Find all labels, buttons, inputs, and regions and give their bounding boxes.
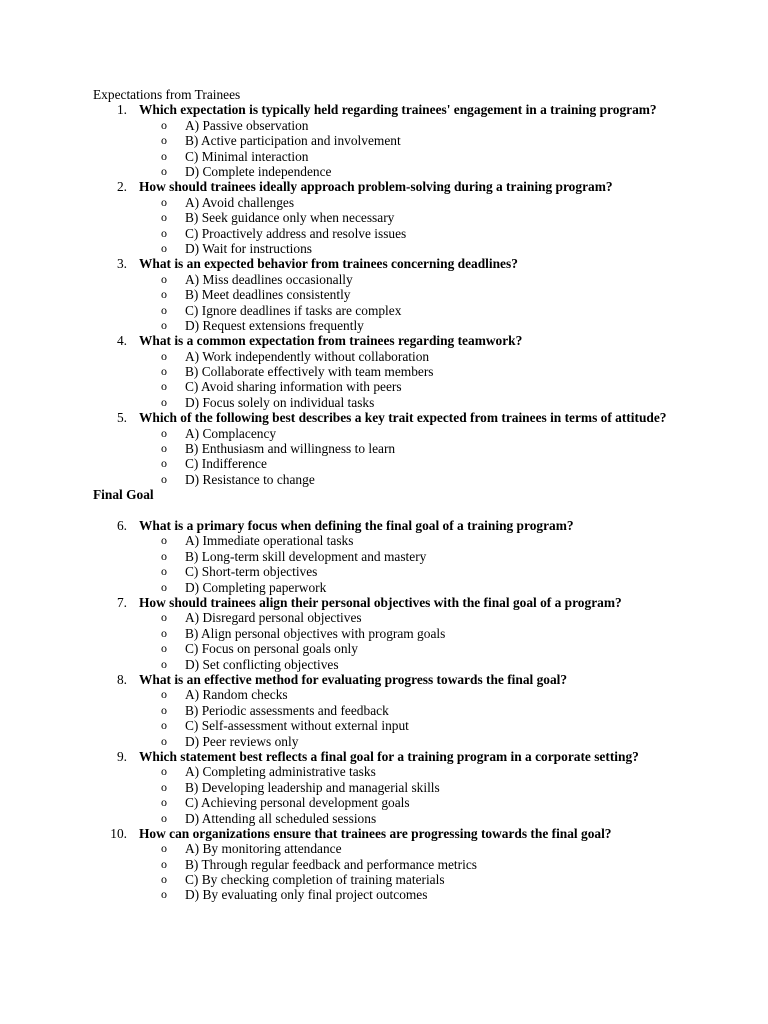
option-text: D) Focus solely on individual tasks <box>185 394 375 410</box>
option-item <box>93 164 693 179</box>
bullet-icon: o <box>161 625 167 640</box>
option-text: D) Wait for instructions <box>185 240 312 256</box>
question-text: How should trainees ideally approach problem-solving during a training program? <box>139 179 613 195</box>
option-item <box>93 472 693 487</box>
option-text: C) Proactively address and resolve issues <box>185 225 407 241</box>
bullet-icon: o <box>161 579 167 594</box>
option-text: D) Resistance to change <box>185 471 315 487</box>
option-text: C) Avoid sharing information with peers <box>185 379 402 395</box>
question-4 <box>93 333 693 348</box>
bullet-icon: o <box>161 317 167 332</box>
question-text: What is a common expectation from trainees regarding teamwork? <box>139 333 523 349</box>
option-item <box>93 549 693 564</box>
question-text: What is an effective method for evaluating progress towards the final goal? <box>139 671 568 687</box>
option-text: D) Set conflicting objectives <box>185 656 339 672</box>
question-5 <box>93 410 693 425</box>
option-item <box>93 857 693 872</box>
option-item <box>93 610 693 625</box>
option-text: C) Achieving personal development goals <box>185 795 410 811</box>
option-item <box>93 887 693 902</box>
option-list <box>93 533 693 595</box>
bullet-icon: o <box>161 702 167 717</box>
option-item <box>93 795 693 810</box>
option-text: A) Disregard personal objectives <box>185 610 362 626</box>
option-item <box>93 456 693 471</box>
option-text: B) Meet deadlines consistently <box>185 287 351 303</box>
option-text: C) Minimal interaction <box>185 148 309 164</box>
option-text: B) Through regular feedback and performance metrics <box>185 856 477 872</box>
option-item <box>93 441 693 456</box>
question-text: What is a primary focus when defining the final goal of a training program? <box>139 518 574 534</box>
bullet-icon: o <box>161 548 167 563</box>
question-text: Which of the following best describes a key trait expected from trainees in terms of attitude? <box>139 410 667 426</box>
question-1 <box>93 102 693 117</box>
option-list <box>93 687 693 749</box>
question-text: How should trainees align their personal objectives with the final goal of a program? <box>139 594 622 610</box>
question-3 <box>93 256 693 271</box>
option-text: B) Enthusiasm and willingness to learn <box>185 441 396 457</box>
option-item <box>93 687 693 702</box>
bullet-icon: o <box>161 456 167 471</box>
option-text: B) Align personal objectives with program goals <box>185 625 446 641</box>
bullet-icon: o <box>161 810 167 825</box>
bullet-icon: o <box>161 364 167 379</box>
option-text: A) By monitoring attendance <box>185 841 342 857</box>
bullet-icon: o <box>161 133 167 148</box>
bullet-icon: o <box>161 302 167 317</box>
option-item <box>93 318 693 333</box>
question-10 <box>93 826 693 841</box>
option-item <box>93 226 693 241</box>
question-number: 2. <box>116 179 127 195</box>
bullet-icon: o <box>161 271 167 286</box>
bullet-icon: o <box>161 194 167 209</box>
section-heading-expectations: Expectations from Trainees <box>93 87 241 102</box>
question-number: 9. <box>116 748 127 764</box>
option-item <box>93 379 693 394</box>
option-text: D) Complete independence <box>185 163 332 179</box>
option-text: C) Self-assessment without external input <box>185 718 409 734</box>
option-item <box>93 780 693 795</box>
option-text: B) Active participation and involvement <box>185 133 401 149</box>
option-item <box>93 133 693 148</box>
question-2 <box>93 179 693 194</box>
bullet-icon: o <box>161 656 167 671</box>
bullet-icon: o <box>161 764 167 779</box>
bullet-icon: o <box>161 841 167 856</box>
option-item <box>93 241 693 256</box>
option-list <box>93 764 693 826</box>
quiz-content <box>93 87 693 903</box>
option-list <box>93 841 693 903</box>
option-item <box>93 364 693 379</box>
option-item <box>93 564 693 579</box>
option-item <box>93 657 693 672</box>
bullet-icon: o <box>161 394 167 409</box>
bullet-icon: o <box>161 379 167 394</box>
bullet-icon: o <box>161 348 167 363</box>
option-text: D) Completing paperwork <box>185 579 327 595</box>
bullet-icon: o <box>161 564 167 579</box>
option-item <box>93 395 693 410</box>
option-text: D) Peer reviews only <box>185 733 299 749</box>
bullet-icon: o <box>161 225 167 240</box>
bullet-icon: o <box>161 148 167 163</box>
option-text: B) Periodic assessments and feedback <box>185 702 389 718</box>
bullet-icon: o <box>161 779 167 794</box>
question-number: 7. <box>116 594 127 610</box>
bullet-icon: o <box>161 533 167 548</box>
question-number: 8. <box>116 671 127 687</box>
option-list <box>93 426 693 488</box>
option-text: A) Passive observation <box>185 117 309 133</box>
option-item <box>93 349 693 364</box>
option-item <box>93 718 693 733</box>
option-text: C) Focus on personal goals only <box>185 641 358 657</box>
question-9 <box>93 749 693 764</box>
section-heading-final-goal: Final Goal <box>93 487 154 503</box>
option-text: C) By checking completion of training materials <box>185 872 445 888</box>
option-list <box>93 272 693 334</box>
option-text: B) Developing leadership and managerial skills <box>185 779 440 795</box>
option-item <box>93 811 693 826</box>
bullet-icon: o <box>161 795 167 810</box>
question-6 <box>93 518 693 533</box>
option-list <box>93 349 693 411</box>
bullet-icon: o <box>161 240 167 255</box>
option-item <box>93 703 693 718</box>
option-item <box>93 641 693 656</box>
question-number: 10. <box>110 825 127 841</box>
bullet-icon: o <box>161 872 167 887</box>
option-text: C) Short-term objectives <box>185 564 318 580</box>
option-text: A) Miss deadlines occasionally <box>185 271 353 287</box>
bullet-icon: o <box>161 425 167 440</box>
option-text: B) Seek guidance only when necessary <box>185 210 395 226</box>
bullet-icon: o <box>161 733 167 748</box>
option-text: A) Avoid challenges <box>185 194 295 210</box>
bullet-icon: o <box>161 471 167 486</box>
option-text: D) Attending all scheduled sessions <box>185 810 377 826</box>
question-text: Which statement best reflects a final goal for a training program in a corporate setting? <box>139 748 639 764</box>
option-item <box>93 303 693 318</box>
option-text: C) Indifference <box>185 456 267 472</box>
option-text: A) Work independently without collaboration <box>185 348 430 364</box>
option-item <box>93 872 693 887</box>
option-text: D) By evaluating only final project outcomes <box>185 887 428 903</box>
bullet-icon: o <box>161 687 167 702</box>
option-text: C) Ignore deadlines if tasks are complex <box>185 302 402 318</box>
question-number: 6. <box>116 518 127 534</box>
question-number: 5. <box>116 410 127 426</box>
bullet-icon: o <box>161 610 167 625</box>
option-text: D) Request extensions frequently <box>185 317 364 333</box>
option-item <box>93 734 693 749</box>
option-text: B) Collaborate effectively with team members <box>185 364 434 380</box>
option-item <box>93 841 693 856</box>
option-text: A) Completing administrative tasks <box>185 764 376 780</box>
bullet-icon: o <box>161 856 167 871</box>
question-8 <box>93 672 693 687</box>
option-text: A) Immediate operational tasks <box>185 533 354 549</box>
option-item <box>93 195 693 210</box>
question-number: 3. <box>116 256 127 272</box>
bullet-icon: o <box>161 210 167 225</box>
bullet-icon: o <box>161 718 167 733</box>
option-text: A) Complacency <box>185 425 277 441</box>
option-item <box>93 580 693 595</box>
bullet-icon: o <box>161 887 167 902</box>
bullet-icon: o <box>161 117 167 132</box>
question-text: Which expectation is typically held regarding trainees' engagement in a training program? <box>139 102 657 118</box>
question-number: 4. <box>116 333 127 349</box>
question-7 <box>93 595 693 610</box>
option-item <box>93 118 693 133</box>
option-list <box>93 195 693 257</box>
bullet-icon: o <box>161 287 167 302</box>
bullet-icon: o <box>161 163 167 178</box>
option-list <box>93 118 693 180</box>
option-item <box>93 764 693 779</box>
option-list <box>93 610 693 672</box>
section-spacer <box>93 503 693 518</box>
option-item <box>93 287 693 302</box>
question-number: 1. <box>116 102 127 118</box>
option-text: B) Long-term skill development and mastery <box>185 548 427 564</box>
option-item <box>93 272 693 287</box>
option-text: A) Random checks <box>185 687 288 703</box>
option-item <box>93 533 693 548</box>
question-text: What is an expected behavior from trainees concerning deadlines? <box>139 256 518 272</box>
question-text: How can organizations ensure that trainees are progressing towards the final goal? <box>139 825 612 841</box>
option-item <box>93 149 693 164</box>
option-item <box>93 210 693 225</box>
bullet-icon: o <box>161 641 167 656</box>
option-item <box>93 426 693 441</box>
bullet-icon: o <box>161 441 167 456</box>
option-item <box>93 626 693 641</box>
